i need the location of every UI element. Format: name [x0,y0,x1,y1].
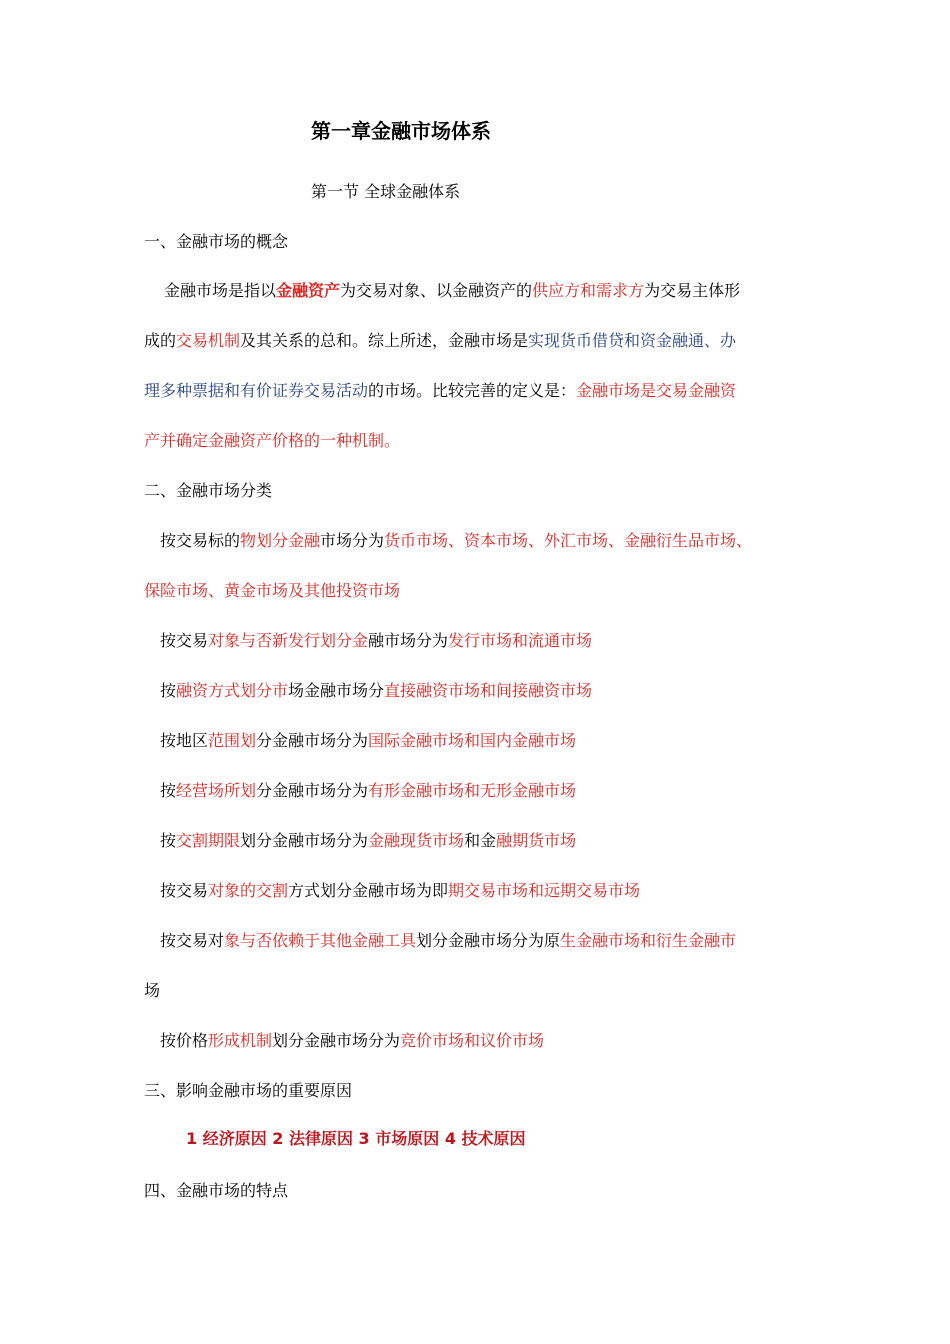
text-span: 按交易 [160,631,209,650]
paragraph-line [144,429,400,453]
highlight-span: 竞价市场和议价市场 [400,1031,545,1050]
highlight-span: 融资方式划分市 [176,681,289,700]
classification-line [160,729,576,753]
classification-line [160,829,576,853]
text-span: 场 [144,981,161,1000]
text-span: 为交易主体形 [644,281,741,300]
chapter-title: 第一章金融市场体系 [311,119,491,143]
highlight-span: 保险市场、黄金市场及其他投资市场 [144,581,401,600]
paragraph-line [144,329,736,353]
text-span: 及其关系的总和。综上所述，金融市场是 [240,331,529,350]
highlight-span: 融期货市场 [496,831,577,850]
highlight-span: 金融资产 [276,281,341,300]
highlight-span: 范围划 [208,731,257,750]
highlight-span: 交易机制 [176,331,241,350]
text-span: 按交易对 [160,931,225,950]
highlight-span: 对象的交割 [208,881,289,900]
blue-span: 理多种票据和有价证券交易活动 [144,381,369,400]
highlight-span: 国际金融市场和国内金融市场 [368,731,577,750]
classification-line [160,1029,544,1053]
text-span: 分金融市场分为 [256,731,369,750]
text-span: 融市场分为 [368,631,449,650]
paragraph-line [144,379,736,403]
highlight-span: 生金融市场和衍生金融市 [560,931,737,950]
highlight-span: 发行市场和流通市场 [448,631,593,650]
text-span: 按 [160,681,177,700]
text-span: 金融市场是指以 [164,281,277,300]
text-span: 划分金融市场分为原 [416,931,561,950]
text-span: 和金 [464,831,497,850]
section-subtitle: 第一节 全球金融体系 [311,182,461,201]
text-span: 市场分为 [320,531,385,550]
text-span: 划分金融市场分为 [272,1031,401,1050]
text-span: 为交易对象、以金融资产的 [340,281,533,300]
highlight-span: 象与否依赖于其他金融工具 [224,931,417,950]
highlight-span: 金融现货市场 [368,831,465,850]
text-span: 按交易标的 [160,531,241,550]
highlight-span: 期交易市场和远期交易市场 [448,881,641,900]
classification-line [144,979,160,1003]
classification-line [160,929,736,953]
text-span: 划分金融市场分为 [240,831,369,850]
paragraph-line [164,279,740,303]
text-span: 按 [160,831,177,850]
text-span: 按交易 [160,881,209,900]
text-span: 按 [160,781,177,800]
text-span: 分金融市场分为 [256,781,369,800]
text-span: 按价格 [160,1031,209,1050]
highlight-span: 供应方和需求方 [532,281,645,300]
highlight-span: 交割期限 [176,831,241,850]
text-span: 场金融市场分 [288,681,385,700]
text-span: 按地区 [160,731,209,750]
highlight-span: 金融市场是交易金融资 [576,381,737,400]
classification-line [160,879,640,903]
factors-list: 1 经济原因 2 法律原因 3 市场原因 4 技术原因 [186,1129,526,1148]
highlight-span: 形成机制 [208,1031,273,1050]
classification-line [144,579,400,603]
highlight-span: 有形金融市场和无形金融市场 [368,781,577,800]
classification-line [160,529,752,553]
highlight-span: 物划分金融 [240,531,321,550]
highlight-span: 产并确定金融资产价格的一种机制。 [144,431,401,450]
classification-line [160,629,592,653]
heading-factors: 三、影响金融市场的重要原因 [144,1081,353,1100]
heading-concept: 一、金融市场的概念 [144,232,289,251]
highlight-span: 对象与否新发行划分金 [208,631,369,650]
highlight-span: 经营场所划 [176,781,257,800]
heading-characteristics: 四、金融市场的特点 [144,1181,289,1200]
classification-line [160,679,592,703]
highlight-span: 直接融资市场和间接融资市场 [384,681,593,700]
classification-line [160,779,576,803]
text-span: 方式划分金融市场为即 [288,881,449,900]
heading-classification: 二、金融市场分类 [144,481,273,500]
text-span: 成的 [144,331,177,350]
highlight-span: 货币市场、资本市场、外汇市场、金融衍生品市场、 [384,531,753,550]
text-span: 的市场。比较完善的定义是： [368,381,577,400]
blue-span: 实现货币借贷和资金融通、办 [528,331,737,350]
